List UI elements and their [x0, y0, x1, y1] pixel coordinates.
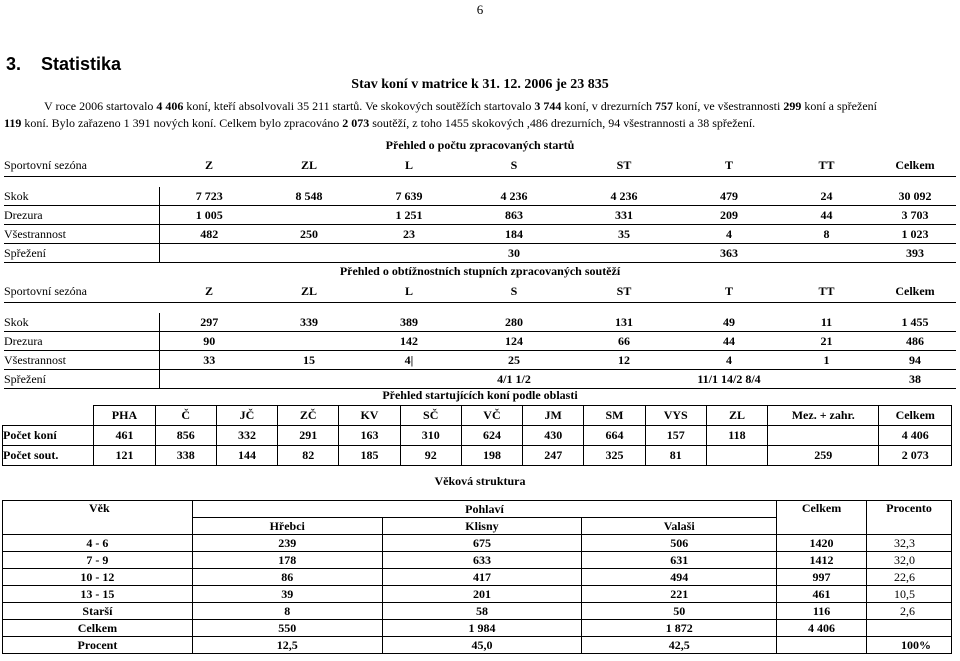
starts-row-label: Všestrannost [4, 225, 159, 244]
percent-header: Procento [867, 501, 952, 535]
difficulty-spacer [679, 303, 779, 314]
difficulty-header-cell: T [679, 281, 779, 303]
age-cell: 1 872 [582, 620, 777, 637]
difficulty-row-label: Spřežení [4, 370, 159, 389]
region-cell: 332 [216, 426, 277, 446]
region-header: PHA [94, 406, 155, 426]
starts-header-cell: S [459, 155, 569, 177]
difficulty-cell: 389 [359, 313, 459, 332]
region-cell: 144 [216, 446, 277, 466]
starts-cell [569, 244, 679, 263]
difficulty-cell: 486 [874, 332, 956, 351]
regions-row-label: Počet sout. [3, 446, 94, 466]
starts-header-cell: ST [569, 155, 679, 177]
age-cell: 1420 [777, 535, 867, 552]
age-cell: 631 [582, 552, 777, 569]
region-header: JČ [216, 406, 277, 426]
regions-table [2, 405, 952, 466]
section-title: Statistika [41, 54, 122, 74]
difficulty-cell [779, 370, 874, 389]
difficulty-cell: 38 [874, 370, 956, 389]
region-header: SM [584, 406, 645, 426]
age-cell: 997 [777, 569, 867, 586]
starts-cell: 7 723 [159, 187, 259, 206]
difficulty-spacer [4, 303, 159, 314]
starts-header-cell: Celkem [874, 155, 956, 177]
age-cell: 221 [582, 586, 777, 603]
sex-subheader: Hřebci [192, 518, 382, 535]
difficulty-cell: 90 [159, 332, 259, 351]
difficulty-row-label: Všestrannost [4, 351, 159, 370]
difficulty-cell [569, 370, 679, 389]
age-cell: 675 [382, 535, 582, 552]
starts-cell [359, 244, 459, 263]
starts-spacer [569, 177, 679, 188]
difficulty-cell: 4/1 1/2 [459, 370, 569, 389]
starts-spacer [359, 177, 459, 188]
table2-caption: Přehled o obtížnostních stupních zpracovaných soutěží [339, 264, 621, 278]
age-cell: 1412 [777, 552, 867, 569]
age-row-label: Procent [3, 637, 193, 654]
age-cell: 12,5 [192, 637, 382, 654]
difficulty-cell: 1 455 [874, 313, 956, 332]
starts-cell: 4 236 [459, 187, 569, 206]
region-header: KV [339, 406, 400, 426]
age-cell: 506 [582, 535, 777, 552]
difficulty-header-cell: S [459, 281, 569, 303]
difficulty-cell [359, 370, 459, 389]
age-percent-cell [867, 620, 952, 637]
starts-row-label: Skok [4, 187, 159, 206]
age-row-label: 7 - 9 [3, 552, 193, 569]
starts-header-cell: TT [779, 155, 874, 177]
sex-subheader: Klisny [382, 518, 582, 535]
difficulty-header-cell: L [359, 281, 459, 303]
starts-cell [259, 206, 359, 225]
starts-cell: 863 [459, 206, 569, 225]
age-cell: 39 [192, 586, 382, 603]
starts-header-cell: Sportovní sezóna [4, 155, 159, 177]
difficulty-cell: 33 [159, 351, 259, 370]
region-cell: 259 [768, 446, 879, 466]
matrix-summary-title: Stav koní v matrice k 31. 12. 2006 je 23 835 [351, 77, 609, 92]
starts-cell: 4 236 [569, 187, 679, 206]
section-number: 3. [6, 54, 22, 74]
region-header: ZČ [278, 406, 339, 426]
age-cell: 550 [192, 620, 382, 637]
regions-corner [3, 406, 94, 426]
starts-cell: 1 251 [359, 206, 459, 225]
region-cell: 325 [584, 446, 645, 466]
region-cell: 310 [400, 426, 461, 446]
difficulty-cell: 12 [569, 351, 679, 370]
age-row-label: Celkem [3, 620, 193, 637]
age-cell: 633 [382, 552, 582, 569]
intro-paragraph: V roce 2006 startovalo 4 406 koní, kteří absolvovali 35 211 startů. Ve skokových soutěžích startovalo 3 744 koní, v drezurních 757 koní, ve všestrannosti 299 koní a spřežení 119 koní. Bylo zařazeno 1 391 nových koní. Celkem bylo zpracováno 2 073 soutěží, z toho 1455 skokových ,486 drezurních, 94 všestrannosti a 38 spřežení. [4, 99, 877, 130]
difficulty-cell: 4| [359, 351, 459, 370]
region-cell: 4 406 [879, 426, 952, 446]
age-row-label: 4 - 6 [3, 535, 193, 552]
region-cell: 430 [523, 426, 584, 446]
age-percent-cell: 2,6 [867, 603, 952, 620]
total-header: Celkem [777, 501, 867, 535]
starts-cell: 3 703 [874, 206, 956, 225]
age-cell: 45,0 [382, 637, 582, 654]
starts-cell: 24 [779, 187, 874, 206]
regions-row-label: Počet koní [3, 426, 94, 446]
difficulty-spacer [459, 303, 569, 314]
age-percent-cell: 100% [867, 637, 952, 654]
difficulty-header-cell: Sportovní sezóna [4, 281, 159, 303]
starts-spacer [874, 177, 956, 188]
starts-spacer [4, 177, 159, 188]
difficulty-cell: 94 [874, 351, 956, 370]
difficulty-cell: 11/1 14/2 8/4 [679, 370, 779, 389]
region-cell: 185 [339, 446, 400, 466]
starts-cell: 250 [259, 225, 359, 244]
region-cell: 664 [584, 426, 645, 446]
difficulty-header-cell: Z [159, 281, 259, 303]
starts-header-cell: L [359, 155, 459, 177]
starts-cell: 1 005 [159, 206, 259, 225]
region-cell: 291 [278, 426, 339, 446]
starts-spacer [259, 177, 359, 188]
region-cell [768, 426, 879, 446]
age-cell: 116 [777, 603, 867, 620]
age-header: Věk [3, 501, 193, 535]
starts-cell: 8 [779, 225, 874, 244]
age-cell [777, 637, 867, 654]
age-cell: 178 [192, 552, 382, 569]
difficulty-cell: 339 [259, 313, 359, 332]
difficulty-cell: 1 [779, 351, 874, 370]
difficulty-cell: 44 [679, 332, 779, 351]
difficulty-cell: 11 [779, 313, 874, 332]
region-cell: 624 [461, 426, 522, 446]
sex-header: Pohlaví [192, 501, 776, 518]
difficulty-cell: 280 [459, 313, 569, 332]
age-cell: 1 984 [382, 620, 582, 637]
region-header: JM [523, 406, 584, 426]
difficulty-spacer [359, 303, 459, 314]
region-header: Mez. + zahr. [768, 406, 879, 426]
age-cell: 461 [777, 586, 867, 603]
starts-cell [259, 244, 359, 263]
starts-cell: 209 [679, 206, 779, 225]
starts-cell: 482 [159, 225, 259, 244]
starts-table [4, 155, 956, 263]
difficulty-header-cell: TT [779, 281, 874, 303]
region-header: VYS [645, 406, 706, 426]
region-cell: 247 [523, 446, 584, 466]
starts-spacer [459, 177, 569, 188]
age-row-label: Starší [3, 603, 193, 620]
region-cell [706, 446, 767, 466]
region-cell: 163 [339, 426, 400, 446]
age-structure-table [2, 500, 952, 654]
difficulty-table [4, 281, 956, 389]
starts-cell: 363 [679, 244, 779, 263]
starts-cell: 184 [459, 225, 569, 244]
starts-row-label: Spřežení [4, 244, 159, 263]
difficulty-cell: 21 [779, 332, 874, 351]
difficulty-cell: 142 [359, 332, 459, 351]
region-cell: 82 [278, 446, 339, 466]
difficulty-spacer [779, 303, 874, 314]
difficulty-cell: 15 [259, 351, 359, 370]
starts-cell: 44 [779, 206, 874, 225]
difficulty-cell: 66 [569, 332, 679, 351]
age-cell: 42,5 [582, 637, 777, 654]
difficulty-spacer [159, 303, 259, 314]
starts-cell: 35 [569, 225, 679, 244]
region-cell: 338 [155, 446, 216, 466]
table1-caption: Přehled o počtu zpracovaných startů [385, 138, 575, 152]
age-cell: 8 [192, 603, 382, 620]
starts-cell: 331 [569, 206, 679, 225]
difficulty-header-cell: ST [569, 281, 679, 303]
page-number: 6 [476, 2, 484, 17]
age-row-label: 10 - 12 [3, 569, 193, 586]
age-percent-cell: 22,6 [867, 569, 952, 586]
starts-cell: 23 [359, 225, 459, 244]
difficulty-row-label: Drezura [4, 332, 159, 351]
region-cell: 92 [400, 446, 461, 466]
age-cell: 86 [192, 569, 382, 586]
region-cell: 2 073 [879, 446, 952, 466]
section-heading [6, 54, 121, 75]
region-header: SČ [400, 406, 461, 426]
starts-cell: 7 639 [359, 187, 459, 206]
sex-subheader: Valaši [582, 518, 777, 535]
age-cell: 239 [192, 535, 382, 552]
difficulty-cell: 49 [679, 313, 779, 332]
difficulty-spacer [569, 303, 679, 314]
starts-cell: 1 023 [874, 225, 956, 244]
table4-caption: Věková struktura [434, 474, 526, 488]
difficulty-header-cell: ZL [259, 281, 359, 303]
starts-spacer [779, 177, 874, 188]
age-percent-cell: 32,3 [867, 535, 952, 552]
region-cell: 121 [94, 446, 155, 466]
age-percent-cell: 10,5 [867, 586, 952, 603]
difficulty-cell: 25 [459, 351, 569, 370]
difficulty-spacer [874, 303, 956, 314]
age-cell: 58 [382, 603, 582, 620]
starts-cell: 479 [679, 187, 779, 206]
starts-cell: 30 092 [874, 187, 956, 206]
age-cell: 50 [582, 603, 777, 620]
age-cell: 4 406 [777, 620, 867, 637]
starts-cell: 30 [459, 244, 569, 263]
table3-caption: Přehled startujících koní podle oblasti [382, 388, 578, 402]
difficulty-cell [259, 370, 359, 389]
difficulty-header-cell: Celkem [874, 281, 956, 303]
starts-spacer [159, 177, 259, 188]
starts-cell: 4 [679, 225, 779, 244]
difficulty-cell [159, 370, 259, 389]
starts-spacer [679, 177, 779, 188]
starts-header-cell: Z [159, 155, 259, 177]
difficulty-cell: 297 [159, 313, 259, 332]
region-cell: 157 [645, 426, 706, 446]
region-cell: 856 [155, 426, 216, 446]
starts-cell: 8 548 [259, 187, 359, 206]
starts-cell [159, 244, 259, 263]
difficulty-cell: 131 [569, 313, 679, 332]
difficulty-spacer [259, 303, 359, 314]
starts-cell: 393 [874, 244, 956, 263]
difficulty-cell [259, 332, 359, 351]
starts-header-cell: T [679, 155, 779, 177]
starts-row-label: Drezura [4, 206, 159, 225]
age-cell: 201 [382, 586, 582, 603]
age-cell: 494 [582, 569, 777, 586]
difficulty-cell: 4 [679, 351, 779, 370]
region-cell: 81 [645, 446, 706, 466]
age-percent-cell: 32,0 [867, 552, 952, 569]
region-header: VČ [461, 406, 522, 426]
age-cell: 417 [382, 569, 582, 586]
difficulty-cell: 124 [459, 332, 569, 351]
region-cell: 198 [461, 446, 522, 466]
region-cell: 461 [94, 426, 155, 446]
age-row-label: 13 - 15 [3, 586, 193, 603]
region-header: Celkem [879, 406, 952, 426]
region-header: ZL [706, 406, 767, 426]
region-header: Č [155, 406, 216, 426]
region-cell: 118 [706, 426, 767, 446]
starts-cell [779, 244, 874, 263]
starts-header-cell: ZL [259, 155, 359, 177]
difficulty-row-label: Skok [4, 313, 159, 332]
